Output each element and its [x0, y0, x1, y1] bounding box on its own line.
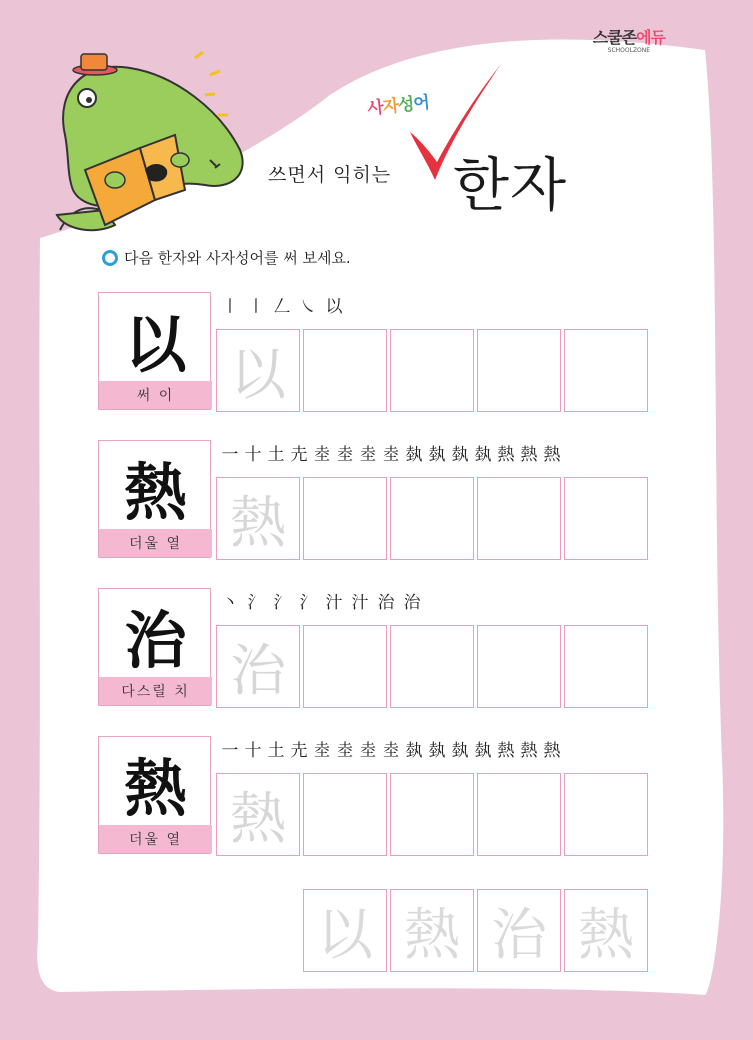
character-row-3 [98, 588, 648, 708]
practice-cell[interactable] [303, 329, 387, 412]
trace-cell[interactable]: 以 [216, 329, 300, 412]
logo-subtext: SCHOOLZONE [607, 47, 651, 54]
character-meaning: 써 이 [99, 381, 212, 409]
practice-cell[interactable] [390, 773, 474, 856]
stroke-step: 圥 [290, 444, 308, 465]
stroke-step: 熱 [497, 740, 515, 761]
stroke-step: 治 [377, 592, 395, 613]
stroke-step: 𠃋 [273, 296, 291, 317]
character-meaning: 다스릴 치 [99, 677, 212, 705]
practice-cell[interactable] [303, 477, 387, 560]
stroke-step: 埶 [451, 444, 469, 465]
stroke-step: 坴 [382, 740, 400, 761]
stroke-step: 埶 [474, 740, 492, 761]
stroke-step: 埶 [405, 740, 423, 761]
character-meaning: 더울 열 [99, 825, 212, 853]
stroke-step: 埶 [474, 444, 492, 465]
instruction-text: 다음 한자와 사자성어를 써 보세요. [124, 249, 351, 267]
logo-text: 스쿨존 [592, 28, 637, 47]
model-character: 治 [124, 603, 187, 677]
stroke-step: 熱 [543, 740, 561, 761]
brand-logo [593, 30, 665, 54]
stroke-step: 坴 [313, 444, 331, 465]
stroke-step: 氵 [247, 592, 265, 613]
stroke-step: 熱 [520, 740, 538, 761]
stroke-order [220, 736, 562, 762]
stroke-step: 汁 [325, 592, 343, 613]
practice-cell[interactable] [477, 329, 561, 412]
stroke-step: ㇑ [221, 296, 239, 317]
practice-cell[interactable] [564, 477, 648, 560]
stroke-step: 坴 [313, 740, 331, 761]
stroke-step: 熱 [497, 444, 515, 465]
practice-cell[interactable] [477, 477, 561, 560]
stroke-step: 一 [221, 740, 239, 761]
practice-cell[interactable] [390, 625, 474, 708]
idiom-trace-cell[interactable]: 治 [477, 889, 561, 972]
model-character: 熱 [124, 751, 187, 825]
idiom-trace-cell[interactable]: 以 [303, 889, 387, 972]
stroke-step: 氵 [273, 592, 291, 613]
stroke-step: 治 [403, 592, 421, 613]
stroke-step: 坴 [359, 740, 377, 761]
practice-cell[interactable] [303, 773, 387, 856]
stroke-step: 坴 [359, 444, 377, 465]
character-row-4 [98, 736, 648, 856]
logo-accent: 에듀 [636, 28, 665, 47]
stroke-step: 熱 [520, 444, 538, 465]
stroke-step: 埶 [405, 444, 423, 465]
stroke-order [220, 588, 422, 614]
page-title: 한자 [453, 151, 568, 219]
model-character: 以 [124, 307, 187, 381]
stroke-step: 埶 [451, 740, 469, 761]
stroke-step: 汁 [351, 592, 369, 613]
practice-cell[interactable] [390, 477, 474, 560]
stroke-step: 十 [244, 740, 262, 761]
idiom-trace-cell[interactable]: 熱 [390, 889, 474, 972]
stroke-step: 氵 [299, 592, 317, 613]
character-row-2 [98, 440, 648, 560]
stroke-step: 熱 [543, 444, 561, 465]
model-character: 熱 [124, 455, 187, 529]
stroke-step: 以 [325, 296, 343, 317]
stroke-step: ㇑ [247, 296, 265, 317]
stroke-step: 一 [221, 444, 239, 465]
dinosaur-reading-illustration [55, 40, 255, 240]
practice-cell[interactable] [564, 329, 648, 412]
stroke-step: 丶 [221, 592, 239, 613]
model-character-box [98, 588, 211, 706]
stroke-step: 坴 [336, 444, 354, 465]
four-character-idiom-badge: 사자성어 [366, 92, 430, 120]
character-row-1 [98, 292, 648, 412]
practice-cell[interactable] [303, 625, 387, 708]
stroke-order [220, 292, 344, 318]
practice-cell[interactable] [477, 773, 561, 856]
model-character-box [98, 440, 211, 558]
model-character-box [98, 736, 211, 854]
character-meaning: 더울 열 [99, 529, 212, 557]
idiom-review-row [98, 889, 648, 973]
practice-cell[interactable] [564, 625, 648, 708]
stroke-step: ㇏ [299, 296, 317, 317]
practice-cell[interactable] [564, 773, 648, 856]
practice-cell[interactable] [477, 625, 561, 708]
trace-cell[interactable]: 治 [216, 625, 300, 708]
stroke-step: 埶 [428, 444, 446, 465]
stroke-step: 土 [267, 444, 285, 465]
stroke-step: 圥 [290, 740, 308, 761]
circle-bullet-icon [102, 250, 118, 266]
trace-cell[interactable]: 熱 [216, 773, 300, 856]
stroke-order [220, 440, 562, 466]
idiom-trace-cell[interactable]: 熱 [564, 889, 648, 972]
model-character-box [98, 292, 211, 410]
stroke-step: 坴 [382, 444, 400, 465]
stroke-step: 十 [244, 444, 262, 465]
subtitle: 쓰면서 익히는 [268, 164, 392, 186]
instruction [102, 247, 351, 268]
practice-cell[interactable] [390, 329, 474, 412]
stroke-step: 坴 [336, 740, 354, 761]
stroke-step: 埶 [428, 740, 446, 761]
stroke-step: 土 [267, 740, 285, 761]
trace-cell[interactable]: 熱 [216, 477, 300, 560]
